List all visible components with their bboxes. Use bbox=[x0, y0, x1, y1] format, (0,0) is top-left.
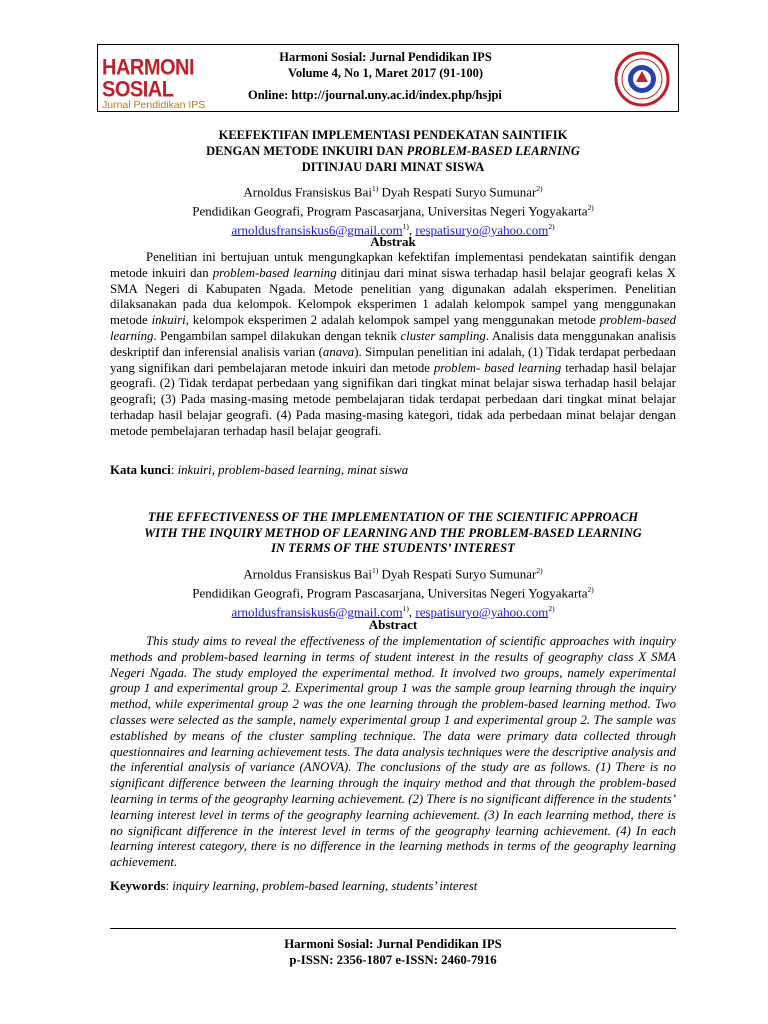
authors-english bbox=[110, 563, 676, 619]
abstrak-text-7: terhadap hasil belajar geografi. (2) Tidak terdapat perbedaan yang signifikan dari tingkat minat belajar siswa terhadap hasil belajar geografi; (3) Pada masing-masing metode pembelajaran tidak terdapat perbedaan dari tingkat minat belajar terhadap hasil belajar geografi. (4) Pada masing-masing kategori, tidak ada perbedaan minat belajar dengan metode pembelajaran terhadap hasil belajar geografi. bbox=[110, 360, 676, 438]
title-en-line3: IN TERMS OF THE STUDENTS’ INTEREST bbox=[271, 541, 515, 555]
abstrak-italic-5: anava bbox=[322, 344, 355, 359]
title-id-line2-text: DENGAN METODE INKUIRI DAN bbox=[206, 144, 407, 158]
email-1-sup-en: 1) bbox=[402, 603, 409, 613]
logo-subtitle: Jurnal Pendidikan IPS bbox=[102, 99, 206, 111]
keywords-colon: : bbox=[165, 879, 173, 893]
abstrak-text-3: , kelompok eksperimen 2 adalah kelompok sampel yang menggunakan metode bbox=[185, 313, 600, 328]
email-link-1[interactable]: arnoldusfransiskus6@gmail.com bbox=[231, 221, 403, 237]
abstrak-text-4: . Pengambilan sampel dilakukan dengan teknik bbox=[153, 328, 401, 343]
abstrak-body bbox=[110, 250, 676, 440]
footer-journal-name: Harmoni Sosial: Jurnal Pendidikan IPS bbox=[284, 937, 502, 951]
author-names-en bbox=[110, 563, 676, 582]
abstrak-text-1: Penelitian ini bertujuan untuk mengungkapkan kefektifan implementasi pendekatan saintifik dengan metode inkuiri dan bbox=[110, 250, 676, 280]
author-2-sup-en: 2) bbox=[536, 566, 543, 575]
author-names bbox=[110, 181, 676, 200]
abstrak-italic-4: cluster sampling bbox=[400, 328, 486, 343]
title-id-line2 bbox=[110, 143, 676, 159]
kata-kunci bbox=[110, 463, 676, 479]
journal-info bbox=[248, 49, 523, 81]
author-1-en: Arnoldus Fransiskus Bai bbox=[243, 566, 372, 582]
abstrak-heading: Abstrak bbox=[370, 234, 416, 249]
kata-kunci-values: inkuiri, problem-based learning, minat siswa bbox=[177, 463, 409, 477]
title-english bbox=[110, 510, 676, 557]
abstrak-italic-6: problem- based learning bbox=[433, 360, 562, 375]
abstract-heading: Abstract bbox=[368, 617, 418, 632]
email-link-2[interactable]: respatisuryo@yahoo.com bbox=[415, 221, 549, 237]
email-link-1-en[interactable]: arnoldusfransiskus6@gmail.com bbox=[231, 603, 403, 619]
abstrak-text-5: . Analisis data menggunakan analisis deskriptif dan inferensial analisis varian ( bbox=[110, 328, 676, 359]
email-2-sup-en: 2) bbox=[548, 603, 555, 613]
title-indonesian bbox=[110, 127, 676, 175]
affiliation-sup-en: 2) bbox=[587, 584, 594, 594]
affiliation-sup: 2) bbox=[587, 202, 594, 212]
logo-title: HARMONI SOSIAL bbox=[102, 55, 195, 103]
abstrak-italic-3: problem-based learning bbox=[110, 313, 676, 343]
author-2: Dyah Respati Suryo Sumunar bbox=[378, 184, 537, 200]
email-link-2-en[interactable]: respatisuryo@yahoo.com bbox=[415, 603, 549, 619]
abstrak-text-6: ). Simpulan penelitian ini adalah, (1) Tidak terdapat perbedaan yang signifikan dari pembelajaran metode inkuiri dan metode bbox=[110, 344, 676, 375]
journal-online-url[interactable]: Online: http://journal.uny.ac.id/index.php/hsjpi bbox=[248, 88, 502, 102]
abstract-body: This study aims to reveal the effectiveness of the implementation of scientific approaches with inquiry methods and problem-based learning in terms of student interest in the results of geography class X SMA Negeri Ngada. The study employed the experimental method. It involved two groups, namely experimental group 1 and experimental group 2. Experimental group 1 was the sample group learning through the inquiry method, while experimental group 2 was the one learning through the problem-based learning method. Two classes were selected as the sample, namely experimental group 1 and experimental group 2. The sample was established by means of the cluster sampling technique. The data were primary data collected through questionnaires and learning achievement tests. The data analysis techniques were the descriptive analysis and the inferential analysis of variance (ANOVA). The conclusions of the study are as follows. (1) There is no significant difference between the learning through the inquiry method and that through the problem-based learning in terms of the geography learning achievement. (2) There is no significant difference in the students’ learning interest level in terms of the geography learning achievement. (3) In each learning method, there is no significant difference in the interest level in terms of the geography learning achievement. (4) In each learning interest category, there is no difference in the learning methods in terms of the geography learning achievement. bbox=[110, 634, 676, 870]
author-2-sup: 2) bbox=[536, 184, 543, 193]
journal-name: Harmoni Sosial: Jurnal Pendidikan IPS bbox=[279, 50, 492, 64]
kata-kunci-colon: : bbox=[170, 463, 178, 477]
abstrak-italic-1: problem-based learning bbox=[212, 265, 337, 280]
affiliation bbox=[110, 200, 676, 219]
title-id-line2-italic: PROBLEM-BASED LEARNING bbox=[406, 144, 580, 158]
university-seal-icon bbox=[614, 51, 670, 107]
author-2-en: Dyah Respati Suryo Sumunar bbox=[378, 566, 537, 582]
author-1-sup: 1) bbox=[371, 184, 379, 193]
journal-logo bbox=[102, 57, 252, 111]
journal-footer bbox=[110, 936, 676, 968]
author-1: Arnoldus Fransiskus Bai bbox=[243, 184, 372, 200]
footer-divider bbox=[110, 928, 676, 929]
footer-issn: p-ISSN: 2356-1807 e-ISSN: 2460-7916 bbox=[289, 953, 497, 967]
keywords-label: Keywords bbox=[110, 879, 166, 893]
affiliation-en bbox=[110, 582, 676, 601]
title-en-line2: WITH THE INQUIRY METHOD OF LEARNING AND THE PROBLEM-BASED LEARNING bbox=[144, 525, 642, 540]
journal-header bbox=[97, 44, 679, 112]
author-1-sup-en: 1) bbox=[371, 566, 379, 575]
title-id-line3: DITINJAU DARI MINAT SISWA bbox=[301, 160, 485, 174]
affiliation-text: Pendidikan Geografi, Program Pascasarjana, Universitas Negeri Yogyakarta bbox=[192, 203, 588, 219]
abstrak-italic-2: inkuiri bbox=[151, 313, 186, 328]
abstrak-text-2: ditinjau dari minat siswa terhadap hasil belajar geografi kelas X SMA Negeri di Kabupaten Ngada. Metode penelitian yang digunakan adalah eksperimen. Penelitian dilaksanakan pada dua kelompok. Kelompok eksperimen 1 adalah kelompok sampel yang menggunakan metode bbox=[110, 265, 677, 328]
kata-kunci-label: Kata kunci bbox=[110, 463, 171, 477]
authors-indonesian bbox=[110, 181, 676, 237]
email-1-sup: 1) bbox=[402, 221, 409, 231]
journal-volume: Volume 4, No 1, Maret 2017 (91-100) bbox=[287, 66, 484, 80]
email-2-sup: 2) bbox=[548, 221, 555, 231]
keywords bbox=[110, 879, 676, 895]
email-separator-en: , bbox=[408, 603, 416, 619]
email-separator: , bbox=[408, 221, 416, 237]
keywords-values: inquiry learning, problem-based learning, students’ interest bbox=[172, 879, 478, 893]
title-id-line1: KEEFEKTIFAN IMPLEMENTASI PENDEKATAN SAINTIFIK bbox=[218, 128, 568, 142]
affiliation-text-en: Pendidikan Geografi, Program Pascasarjana, Universitas Negeri Yogyakarta bbox=[192, 585, 588, 601]
title-en-line1: THE EFFECTIVENESS OF THE IMPLEMENTATION OF THE SCIENTIFIC APPROACH bbox=[147, 510, 639, 524]
